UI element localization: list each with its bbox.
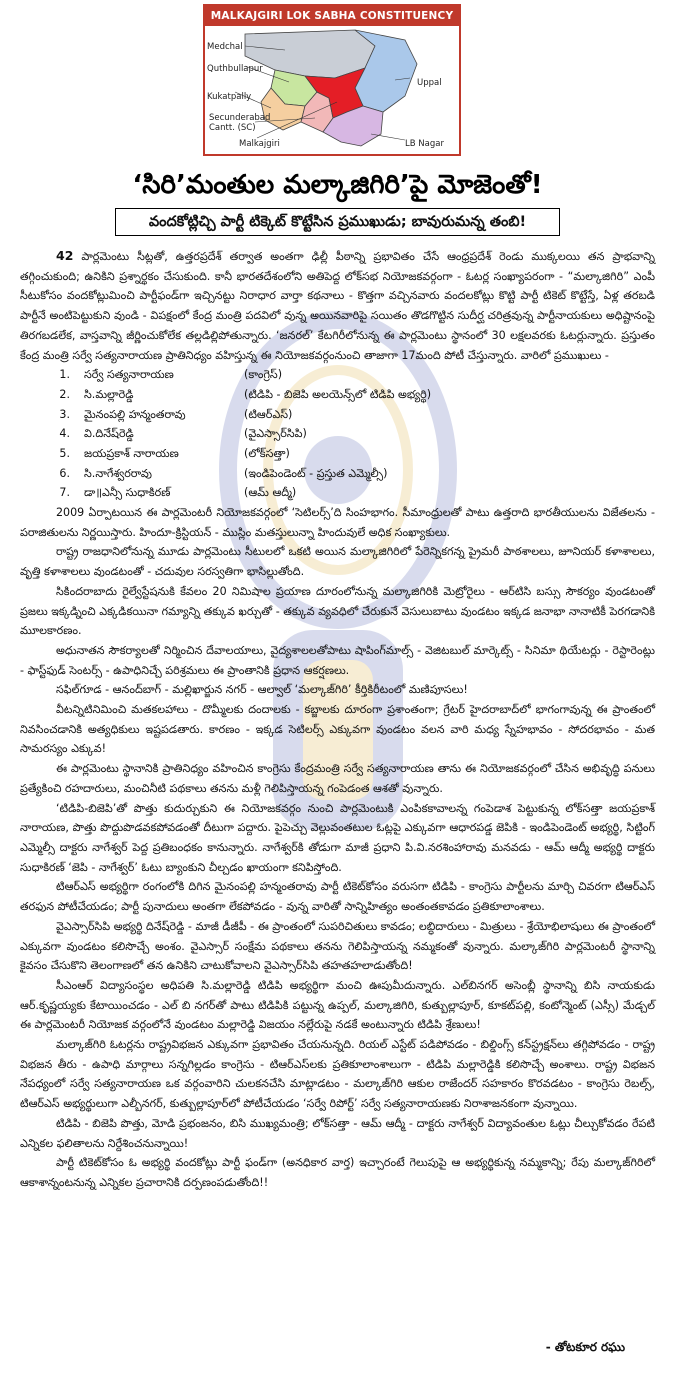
article-intro (20, 246, 655, 365)
article-paragraph: అధునాతన సౌకర్యాలతో నిర్మించిన దేవాలయాలు, వైద్యశాలలతోపాటు షాపింగ్‌మాల్స్ - వెజిటబుల్ మార్కెట్స్ - సినిమా థియేటర్లు - రెస్టారెంట్లు - ఫాస్ట్‌ఫుడ్ సెంటర్స్ - ఉపాధినిచ్చే పరిశ్రమలు ఈ ప్రాంతానికి ప్రధాన ఆకర్షణలు. (20, 643, 655, 677)
author-byline: - తోటకూర రఘు (545, 1340, 625, 1354)
candidate-number: 2. (59, 387, 70, 401)
article-paragraph: మల్కాజ్‌గిరి ఓటర్లను రాష్ట్రవిభజన ఎక్కువగా ప్రభావితం చేయనున్నది. రియల్ ఎస్టేట్ పడిపోవడం - బిల్డింగ్స్ కన్‌స్ట్రక్షన్‌లు తగ్గిపోవడం - రాష్ట్ర విభజన తీరు - ఉపాధి మార్గాలు సన్నగిల్లడం కాంగ్రెసు - టిఆర్ఎస్‌లకు ప్రతికూలాంశాలుగా - టిడిపి మల్లారెడ్డికి కలిసొచ్చే అంశాలు. రాష్ట్ర విభజన నేపధ్యంలో సర్వే సత్యనారాయణ ఒక వర్గంవారిని చులకనచేసి మాట్లాడటం - మల్కాజ్‌గిరి ఆకుల రాజేందర్ సహకారం కొరవడటం - కాంగ్రెసు రెబల్స్, టిఆర్ఎస్ అభ్యర్థులుగా ఎల్బీనగర్, కుత్బుల్లాపూర్‌లో పోటీచేయడం ‘సర్వే రిపోర్ట్’ సర్వే సత్యనారాయణకు నిరాశాజనకంగా వున్నాయి. (20, 1038, 655, 1111)
candidate-party: (టిడిపి - బిజెపి అలయెన్స్‌లో టిడిపి అభ్యర్థి) (244, 387, 432, 401)
candidate-name: జయప్రకాశ్ నారాయణ (84, 446, 179, 460)
constituency-map (203, 4, 461, 156)
list-item (20, 385, 655, 405)
candidate-number: 5. (59, 446, 70, 460)
candidate-list (20, 365, 655, 503)
map-label-secunderabad: Secunderabad (209, 113, 271, 123)
constituency-map-graphic (205, 26, 459, 154)
article-paragraph: ‘టిడిపి-బిజెపి’తో పొత్తు కుదుర్చుకుని ఈ నియోజకవర్గం నుంచి పార్లమెంటుకి ఎంపికకావాలన్న గంపెడాశ పెట్టుకున్న లోక్‌సత్తా జయప్రకాశ్ నారాయణ, పొత్తు పొద్దుపొడవకపోవడంతో దీటుగా పద్దారు. పైపెచ్చు వెల్లువంతటుల ఓట్లపై ఎక్కువగా ఆధారపడ్డ జెపికి - ఇండిపెండెంట్ అభ్యర్థి, సిట్టింగ్ ఎమ్మెల్సీ దాక్టరు నాగేశ్వర్ పెద్ద ప్రతిబంధకం కానున్నారు. నాగేశ్వర్‌కి తోడుగా మాజీ ప్రధాని పి.వి.నరశింహారావు మనవడు - ఆమ్ ఆద్మీ అభ్యర్థి దాక్టరు సుధాకిరణ్ ‘జెపి - నాగేశ్వర్’ ఓటు బ్యాంకుని చీల్చడం ఖాయంగా కనిపిస్తోంది. (20, 801, 655, 874)
article-paragraph: సఫిల్‌గూడ - ఆనంద్‌బాగ్ - మల్లిఖార్జున నగర్ - ఆల్వాల్ ‘మల్కాజ్‌గిరి’ కీర్తికిరీటంలో మణిపూసలు! (56, 683, 468, 697)
article-paragraph: సికిందరాబాదు రైల్వేస్టేషనుకి కేవలం 20 నిమిషాల ప్రయాణ దూరంలోనున్న మల్కాజిగిరికి మెట్రోరైలు - ఆర్‌టిసి బస్సు సౌకర్యం వుండటంతో ప్రజలు ఇక్కడ్నించి ఎక్కడికయినా గమ్యాన్ని తక్కువ ఖర్చుతో - తక్కువ వ్యవధిలో చేరుకునే వెసులుబాటు వుండటం ఇక్కడ జనాభా నానాటికీ పెరగడానికి మూలకారణం. (20, 584, 655, 638)
headline: ‘సిరి’మంతుల మల్కాజిగిరి’పై మోజెంతో! (132, 170, 543, 200)
candidate-party: (లోక్‌సత్తా) (244, 446, 290, 460)
map-label-quthbullapur: Quthbullapur (207, 64, 263, 74)
intro-text: పార్లమెంటు సీట్లతో, ఉత్తరప్రదేశ్ తర్వాత అంతగా ఢిల్లీ పీఠాన్ని ప్రభావితం చేసే ఆంధ్రప్రదేశ్ రెండు ముక్కలయి తన ప్రాభవాన్ని తగ్గించుకుంది; ఉనికిని ప్రశ్నార్థకం చేసుకుంది. కానీ భారతదేశంలోని అతిపెద్ద లోక్‌సభ నియోజకవర్గంగా - ఓటర్ల సంఖ్యాపరంగా - “మల్కాజిగిరి” ఎంపీ సీటుకోసం వందకోట్లుమించి పార్టీఫండ్‌గా ఇచ్చినట్టు నిరాధార వార్తా కథనాలు - కొత్తగా వచ్చినవారు వందలకోట్లు కొట్టి పార్టీ టికెట్ కొట్టేస్తే, ఏళ్ల తరబడి పార్టీనే అంటిపెట్టుకుని వుండి - విపక్షంలో కేంద్ర మంత్రి పదవిలో వున్న అయినవారిపై సయితం తొడగొట్టిన సుదీర్ఘ చరిత్రవున్న పార్టీనాయకులు అధిష్టానంపై తిరగబడలేక, వాస్తవాన్ని జీర్ణించుకోలేక తల్లడిల్లిపోతున్నారు. ‘జనరల్’ కేటగిరీలోనున్న ఈ పార్లమెంటు స్థానంలో 30 లక్షలవరకు ఓటర్లున్నారు. ప్రస్తుతం కేంద్ర మంత్రి సర్వే సత్యనారాయణ ప్రాతినిధ్యం వహిస్తున్న ఈ నియోజకవర్గంనుంచి తాజాగా 17మంది పోటీ చేస్తున్నారు. వారిలో ప్రముఖులు - (20, 250, 655, 362)
article-paragraph: 2009 ఏర్పాటయిన ఈ పార్లమెంటరీ నియోజకవర్గంలో ‘సెటిలర్స్’ది సింహభాగం. సీమాంధ్రులతో పాటు ఉత్తరాది భారతీయులను విజేతలను - పరాజితులను నిర్ణయిస్తారు. హిందూ-క్రిస్టియన్ - ముస్లిం మతస్తులున్నా హిందువులే అధిక సంఖ్యాకులు. (20, 506, 655, 539)
candidate-name: సి.మల్లారెడ్డి (84, 387, 134, 401)
map-label-kukatpally: Kukatpally (207, 92, 252, 102)
candidate-party: (వైఎస్సార్‌సిపి) (244, 427, 307, 441)
list-item (20, 424, 655, 444)
intro-lead-number: 42 (56, 248, 74, 263)
map-label-uppal: Uppal (417, 78, 442, 88)
map-label-medchal: Medchal (207, 42, 243, 52)
list-item (20, 365, 655, 385)
map-label-lbnagar: LB Nagar (405, 139, 444, 149)
map-title: MALKAJGIRI LOK SABHA CONSTITUENCY (205, 6, 459, 26)
article-body (20, 246, 655, 1193)
candidate-number: 6. (59, 466, 70, 480)
article-paragraph: వైఎస్సార్‌సిపి అభ్యర్థి దినేష్‌రెడ్డి - మాజీ డీజీపీ - ఈ ప్రాంతంలో సుపరిచితులు కావడం; లబ్ధిదారులు - మిత్రులు - శ్రేయోభిలాషులు ఈ ప్రాంతంలో ఎక్కువగా వుండటం కలిసొచ్చే అంశం. వైఎస్సార్ సంక్షేమ పథకాలు తనను గెలిపిస్తాయన్న నమ్మకంతో వున్నారు. మల్కాజ్‌గిరి పార్లమెంటరీ స్థానాన్ని కైవసం చేసుకొని తెలంగాణలో తన ఉనికిని చాటుకోవాలని వైఎస్సార్‌సిపి తహతహలాడుతోంది! (20, 919, 655, 973)
article-paragraph: టిఆర్ఎస్ అభ్యర్థిగా రంగంలోకి దిగిన మైనంపల్లి హన్మంతరావు పార్టీ టికెట్‌కోసం వరుసగా టిడిపి - కాంగ్రెసు పార్టీలను మార్చి చివరగా టిఆర్ఎస్ తరఫున పోటీచేయడం; పార్టీ పునాదులు అంతగా లేకపోవడం - వున్న వారితో సాన్నిహిత్యం అంతంతకావడం ప్రతికూలాంశాలు. (20, 880, 655, 914)
list-item (20, 464, 655, 484)
article-paragraph: ఈ పార్లమెంటు స్థానానికి ప్రాతినిధ్యం వహించిన కాంగ్రెసు కేంద్రమంత్రి సర్వే సత్యనారాయణ తాను ఈ నియోజకవర్గంలో చేసిన అభివృద్ధి పనులు ప్రత్యేకించి రహదారులు, మంచినీటి పథకాలు తనను మళ్లీ గెలిపిస్తాయన్న గంపెడంత ఆశతో వున్నారు. (20, 762, 655, 795)
candidate-number: 1. (59, 368, 70, 382)
candidate-number: 4. (59, 427, 70, 441)
article-paragraph: పార్టీ టికెట్‌కోసం ఓ అభ్యర్థి వందకోట్లు పార్టీ ఫండ్‌గా (అనధికార వార్త) ఇచ్చారంటే గెలుపుపై ఆ అభ్యర్థికున్న నమ్మకాన్ని; రేపు మల్కాజ్‌గిరిలో ఆకాశాన్నంటనున్న ఎన్నికల ప్రచారానికి దర్పణంపడుతోంది!! (20, 1156, 655, 1189)
candidate-number: 7. (59, 486, 70, 500)
article-paragraph: రాష్ట్ర రాజధానిలోనున్న మూడు పార్లమెంటు సీటులలో ఒకటి అయిన మల్కాజిగిరిలో పేరెన్నికగన్న ప్రైమరీ పాఠశాలలు, జూనియర్ కళాశాలలు, వృత్తి కళాశాలలు వుండటంతో - చదువుల సరస్వతిగా భాసిల్లుతోంది. (20, 545, 655, 579)
article-paragraph: వీటన్నిటినిమించి మతకలహాలు - దొమ్మీలకు దందాలకు - కబ్జాలకు దూరంగా ప్రశాంతంగా; గ్రేటర్ హైదరాబాద్‌లో భాగంగావున్న ఈ ప్రాంతంలో నివసించడానికి అత్యధికులు ఇష్టపడతారు. కారణం - ఇక్కడ సెటిలర్స్ ఎక్కువగా వుండటం వలన వారి మధ్య స్నేహభావం - సోదరభావం - మత సామరస్యం ఎక్కువ! (20, 703, 655, 756)
list-item (20, 444, 655, 464)
candidate-name: సి.నాగేశ్వరరావు (84, 466, 152, 480)
candidate-name: మైనంపల్లి హన్మంతరావు (84, 407, 186, 421)
candidate-name: డా॥ఎన్సీ సుధాకిరణ్ (84, 486, 171, 500)
list-item (20, 483, 655, 503)
candidate-party: (టిఆర్ఎస్) (244, 407, 293, 421)
map-label-cantt: Cantt. (SC) (209, 123, 256, 133)
article-paragraph: సీఎంఆర్ విద్యాసంస్థల అధిపతి సి.మల్లారెడ్డి టిడిపి అభ్యర్థిగా మంచి ఊపుమీదున్నారు. ఎల్‌బినగర్ అసెంబ్లీ స్థానాన్ని బిసి నాయకుడు ఆర్.కృష్ణయ్యకు కేటాయించడం - ఎల్ బి నగర్‌తో పాటు టిడిపికి పట్టున్న ఉప్పల్, మల్కాజిగిరి, కుత్బుల్లాపూర్, కూకట్‌పల్లి, కంటోన్మెంట్ (ఎస్సీ) మేడ్చల్ ఈ పార్లమెంటరీ నియోజక వర్గంలోనే వుండటం మల్లారెడ్డి విజయం నల్లేరుపై నడకే అంటున్నారు టిడిపి శ్రేణులు! (20, 978, 655, 1032)
candidate-number: 3. (59, 407, 70, 421)
candidate-party: (కాంగ్రెస్) (244, 368, 283, 382)
candidate-party: (ఆమ్ ఆద్మీ) (244, 486, 297, 500)
list-item (20, 405, 655, 425)
map-label-malkajgiri: Malkajgiri (239, 139, 280, 149)
candidate-name: సర్వే సత్యనారాయణ (84, 368, 174, 382)
article-paragraph: టిడిపి - బిజెపి పొత్తు, మోడి ప్రభంజనం, బిసి ముఖ్యమంత్రి; లోక్‌సత్తా - ఆమ్ ఆద్మీ - దాక్టరు నాగేశ్వర్ విద్యావంతుల ఓట్లు చీల్చుకోవడం రేపటి ఎన్నికల ఫలితాలను నిర్దేశించనున్నాయి! (20, 1116, 655, 1150)
candidate-name: వి.దినేష్‌రెడ్డి (84, 427, 134, 441)
candidate-party: (ఇండిపెండెంట్ - ప్రస్తుత ఎమ్మెల్సీ) (244, 466, 388, 480)
subheadline: వందకోట్లిచ్చి పార్టీ టిక్కెట్ కొట్టేసిన ప్రముఖుడు; బావురుమన్న తంబి! (115, 208, 560, 236)
